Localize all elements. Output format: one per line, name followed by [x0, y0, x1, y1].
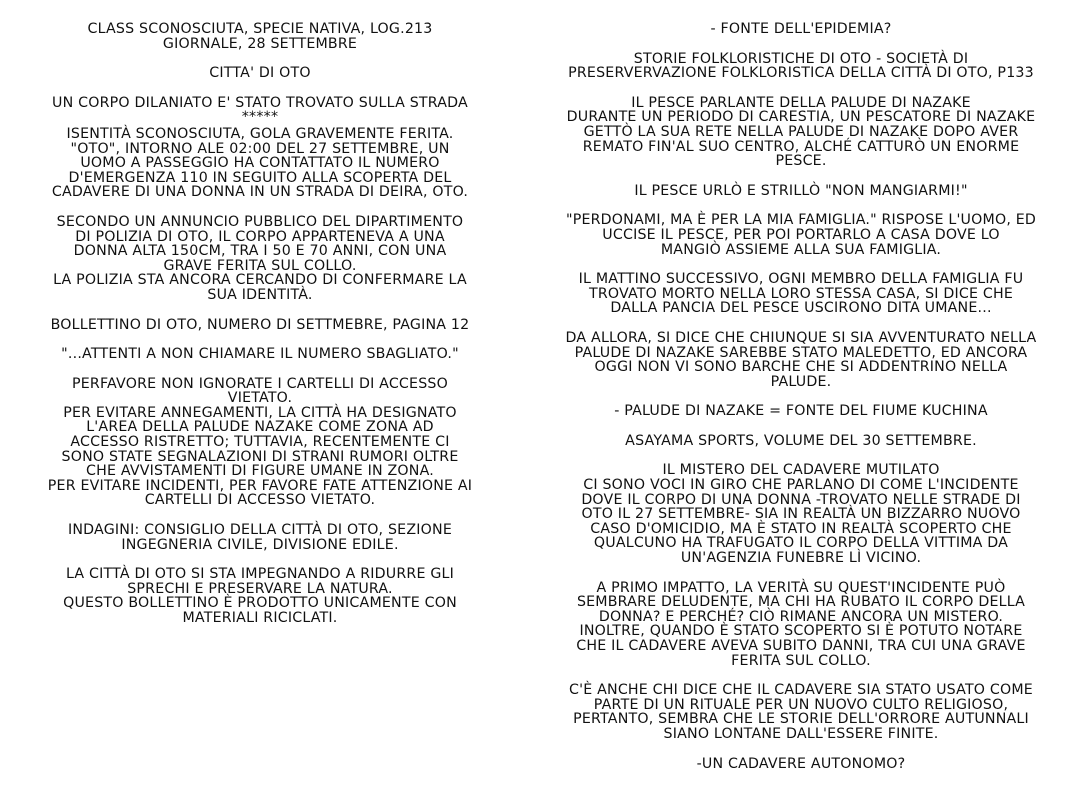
left-paragraph — [10, 377, 510, 508]
text-line: INOLTRE, QUANDO È STATO SCOPERTO SI È POTUTO NOTARE — [579, 623, 1023, 640]
text-line: DALLA PANCIA DEL PESCE USCIRONO DITA UMANE... — [610, 300, 992, 317]
text-line: D'EMERGENZA 110 IN SEGUITO ALLA SCOPERTA DEL — [68, 169, 452, 186]
text-line: PERFAVORE NON IGNORATE I CARTELLI DI ACCESSO — [72, 375, 448, 392]
left-paragraph — [10, 96, 510, 125]
right-paragraph — [528, 404, 1074, 419]
text-line: OGGI NON VI SONO BARCHE CHE SI ADDENTRINO NELLA — [594, 359, 1008, 376]
text-line: PESCE. — [775, 153, 827, 170]
text-line: - PALUDE DI NAZAKE = FONTE DEL FIUME KUCHINA — [614, 403, 988, 420]
text-line: PRESERVERVAZIONE FOLKLORISTICA DELLA CITTÀ DI OTO, P133 — [568, 65, 1034, 82]
text-line: ISENTITÀ SCONOSCIUTA, GOLA GRAVEMENTE FERITA. — [66, 125, 454, 142]
text-line: L'AREA DELLA PALUDE NAZAKE COME ZONA AD — [86, 419, 434, 436]
text-line: IL MATTINO SUCCESSIVO, OGNI MEMBRO DELLA FAMIGLIA FU — [578, 271, 1024, 288]
text-line: STORIE FOLKLORISTICHE DI OTO - SOCIETÀ DI — [633, 50, 969, 67]
text-line: PALUDE DI NAZAKE SAREBBE STATO MALEDETTO, ED ANCORA — [574, 344, 1028, 361]
right-paragraph — [528, 184, 1074, 199]
text-line: "...ATTENTI A NON CHIAMARE IL NUMERO SBAGLIATO." — [61, 346, 459, 363]
text-line: "PERDONAMI, MA È PER LA MIA FAMIGLIA." RISPOSE L'UOMO, ED — [565, 212, 1037, 229]
left-paragraph — [10, 318, 510, 333]
text-line: MATERIALI RICICLATI. — [182, 610, 338, 626]
text-line: IL PESCE PARLANTE DELLA PALUDE DI NAZAKE — [631, 94, 971, 111]
text-line: OTO IL 27 SETTEMBRE- SIA IN REALTÀ UN BIZZARRO NUOVO — [581, 506, 1021, 523]
text-line: CLASS SCONOSCIUTA, SPECIE NATIVA, LOG.213 — [87, 21, 433, 37]
text-line: DOVE IL CORPO DI UNA DONNA -TROVATO NELLE STRADE DI — [581, 491, 1021, 508]
text-line: -UN CADAVERE AUTONOMO? — [696, 755, 906, 772]
text-line: GIORNALE, 28 SETTEMBRE — [162, 35, 358, 52]
text-line: FERITA SUL COLLO. — [731, 652, 871, 669]
text-line: VIETATO. — [227, 390, 293, 407]
text-line: CITTA' DI OTO — [209, 65, 311, 82]
left-paragraph — [10, 523, 510, 552]
right-paragraph — [528, 331, 1074, 389]
text-line: GRAVE FERITA SUL COLLO. — [163, 257, 357, 274]
right-column — [528, 22, 1074, 786]
text-line: INGEGNERIA CIVILE, DIVISIONE EDILE. — [121, 536, 399, 553]
text-line: UCCISE IL PESCE, PER POI PORTARLO A CASA DOVE LO — [602, 226, 1000, 243]
right-paragraph — [528, 22, 1074, 37]
text-line: PALUDE. — [770, 373, 832, 390]
text-line: CHE IL CADAVERE AVEVA SUBITO DANNI, TRA CUI UNA GRAVE — [576, 638, 1026, 654]
right-paragraph — [528, 683, 1074, 741]
text-line: - FONTE DELL'EPIDEMIA? — [710, 21, 892, 37]
text-line: QUALCUNO HA TRAFUGATO IL CORPO DELLA VITTIMA DA — [593, 535, 1009, 552]
text-line: GETTÒ LA SUA RETE NELLA PALUDE DI NAZAKE DOPO AVER — [583, 123, 1019, 140]
text-line: DA ALLORA, SI DICE CHE CHIUNQUE SI SIA AVVENTURATO NELLA — [565, 329, 1037, 346]
text-line: A PRIMO IMPATTO, LA VERITÀ SU QUEST'INCIDENTE PUÒ — [596, 579, 1006, 596]
left-paragraph — [10, 22, 510, 51]
text-line: PER EVITARE ANNEGAMENTI, LA CITTÀ HA DESIGNATO — [63, 404, 457, 421]
text-line: SONO STATE SEGNALAZIONI DI STRANI RUMORI OLTRE — [61, 448, 459, 465]
text-line: DI POLIZIA DI OTO, IL CORPO APPARTENEVA A UNA — [75, 228, 445, 245]
text-line: SUA IDENTITÀ. — [207, 286, 313, 303]
text-line: LA POLIZIA STA ANCORA CERCANDO DI CONFERMARE LA — [53, 272, 467, 289]
text-line: DURANTE UN PERIODO DI CARESTIA, UN PESCATORE DI NAZAKE — [566, 109, 1036, 126]
text-line: LA CITTÀ DI OTO SI STA IMPEGNANDO A RIDURRE GLI — [65, 566, 455, 583]
right-paragraph — [528, 463, 1074, 565]
text-line: ***** — [241, 109, 279, 126]
text-line: UOMO A PASSEGGIO HA CONTATTATO IL NUMERO — [80, 155, 440, 172]
text-line: CHE AVVISTAMENTI DI FIGURE UMANE IN ZONA. — [86, 463, 434, 480]
text-line: UN'AGENZIA FUNEBRE LÌ VICINO. — [680, 550, 922, 567]
text-line: BOLLETTINO DI OTO, NUMERO DI SETTMEBRE, PAGINA 12 — [50, 316, 470, 333]
right-paragraph — [528, 52, 1074, 81]
text-line: DONNA? E PERCHÉ? CIÒ RIMANE ANCORA UN MISTERO. — [598, 608, 1004, 625]
right-paragraph — [528, 96, 1074, 169]
text-line: IL MISTERO DEL CADAVERE MUTILATO — [662, 462, 940, 479]
text-line: DONNA ALTA 150CM, TRA I 50 E 70 ANNI, CON UNA — [73, 243, 447, 260]
text-line: CASO D'OMICIDIO, MA È STATO IN REALTÀ SCOPERTO CHE — [590, 520, 1012, 537]
left-paragraph — [10, 347, 510, 362]
text-line: SPRECHI E PRESERVARE LA NATURA. — [127, 580, 393, 597]
text-line: CADAVERE DI UNA DONNA IN UN STRADA DI DEIRA, OTO. — [51, 184, 469, 201]
text-line: CI SONO VOCI IN GIRO CHE PARLANO DI COME L'INCIDENTE — [583, 477, 1019, 494]
left-paragraph — [10, 567, 510, 625]
text-line: TROVATO MORTO NELLA LORO STESSA CASA, SI DICE CHE — [588, 285, 1014, 302]
text-line: SIANO LONTANE DALL'ESSERE FINITE. — [663, 725, 939, 742]
text-line: SECONDO UN ANNUNCIO PUBBLICO DEL DIPARTIMENTO — [56, 213, 464, 230]
right-paragraph — [528, 434, 1074, 449]
text-line: QUESTO BOLLETTINO È PRODOTTO UNICAMENTE CON — [63, 595, 457, 612]
left-column — [10, 22, 510, 641]
right-paragraph — [528, 581, 1074, 669]
text-line: INDAGINI: CONSIGLIO DELLA CITTÀ DI OTO, SEZIONE — [67, 522, 452, 539]
text-line: MANGIÒ ASSIEME ALLA SUA FAMIGLIA. — [660, 241, 942, 258]
right-paragraph — [528, 272, 1074, 316]
text-line: CARTELLI DI ACCESSO VIETATO. — [144, 492, 376, 509]
text-line: REMATO FIN'AL SUO CENTRO, ALCHÉ CATTURÒ UN ENORME — [582, 138, 1020, 155]
right-paragraph — [528, 213, 1074, 257]
text-line: IL PESCE URLÒ E STRILLÒ "NON MANGIARMI!" — [634, 182, 968, 199]
text-line: "OTO", INTORNO ALE 02:00 DEL 27 SETTEMBRE, UN — [70, 140, 450, 157]
text-line: ASAYAMA SPORTS, VOLUME DEL 30 SETTEMBRE. — [625, 432, 977, 449]
text-line: PER EVITARE INCIDENTI, PER FAVORE FATE ATTENZIONE AI — [47, 477, 473, 494]
text-line: ACCESSO RISTRETTO; TUTTAVIA, RECENTEMENTE CI — [70, 434, 450, 451]
text-line: SEMBRARE DELUDENTE, MA CHI HA RUBATO IL CORPO DELLA — [576, 594, 1026, 611]
text-line: PERTANTO, SEMBRA CHE LE STORIE DELL'ORRORE AUTUNNALI — [573, 711, 1029, 728]
left-paragraph — [10, 215, 510, 303]
left-paragraph — [10, 127, 510, 200]
text-line: C'È ANCHE CHI DICE CHE IL CADAVERE SIA STATO USATO COME — [569, 682, 1033, 699]
right-paragraph — [528, 757, 1074, 772]
text-line: PARTE DI UN RITUALE PER UN NUOVO CULTO RELIGIOSO, — [593, 696, 1009, 713]
left-paragraph — [10, 66, 510, 81]
text-line: UN CORPO DILANIATO E' STATO TROVATO SULLA STRADA — [52, 94, 468, 111]
